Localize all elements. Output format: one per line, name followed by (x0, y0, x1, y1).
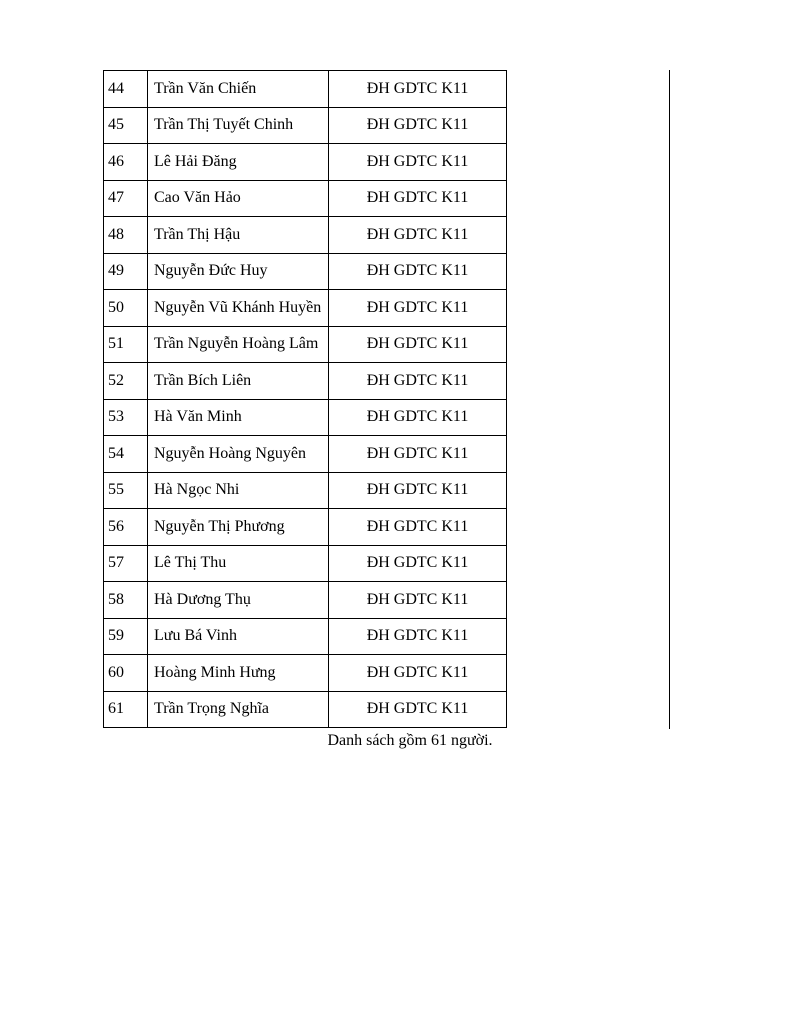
row-number-cell: 61 (104, 691, 148, 728)
class-code-cell: ĐH GDTC K11 (329, 326, 507, 363)
table-row (104, 399, 507, 436)
student-name-cell: Cao Văn Hảo (148, 180, 329, 217)
table-row (104, 71, 507, 108)
row-number-cell: 50 (104, 290, 148, 327)
class-code-cell: ĐH GDTC K11 (329, 472, 507, 509)
class-code-cell: ĐH GDTC K11 (329, 253, 507, 290)
row-number-cell: 57 (104, 545, 148, 582)
row-number-cell: 51 (104, 326, 148, 363)
row-number-cell: 55 (104, 472, 148, 509)
roster-table-container (103, 70, 670, 728)
class-code-cell: ĐH GDTC K11 (329, 545, 507, 582)
student-name-cell: Trần Thị Hậu (148, 217, 329, 254)
student-name-cell: Nguyễn Vũ Khánh Huyền (148, 290, 329, 327)
table-row (104, 363, 507, 400)
student-name-cell: Lưu Bá Vinh (148, 618, 329, 655)
student-name-cell: Trần Nguyễn Hoàng Lâm (148, 326, 329, 363)
table-row (104, 545, 507, 582)
class-code-cell: ĐH GDTC K11 (329, 509, 507, 546)
table-row (104, 472, 507, 509)
class-code-cell: ĐH GDTC K11 (329, 217, 507, 254)
table-row (104, 253, 507, 290)
student-name-cell: Hà Ngọc Nhi (148, 472, 329, 509)
class-code-cell: ĐH GDTC K11 (329, 107, 507, 144)
table-row (104, 509, 507, 546)
table-row (104, 582, 507, 619)
class-code-cell: ĐH GDTC K11 (329, 363, 507, 400)
row-number-cell: 45 (104, 107, 148, 144)
roster-table (103, 70, 507, 728)
row-number-cell: 52 (104, 363, 148, 400)
class-code-cell: ĐH GDTC K11 (329, 71, 507, 108)
class-code-cell: ĐH GDTC K11 (329, 655, 507, 692)
roster-table-body (104, 71, 507, 728)
row-number-cell: 48 (104, 217, 148, 254)
row-number-cell: 44 (104, 71, 148, 108)
row-number-cell: 54 (104, 436, 148, 473)
row-number-cell: 59 (104, 618, 148, 655)
class-code-cell: ĐH GDTC K11 (329, 436, 507, 473)
class-code-cell: ĐH GDTC K11 (329, 691, 507, 728)
student-name-cell: Hà Văn Minh (148, 399, 329, 436)
class-code-cell: ĐH GDTC K11 (329, 618, 507, 655)
row-number-cell: 53 (104, 399, 148, 436)
row-number-cell: 56 (104, 509, 148, 546)
row-number-cell: 58 (104, 582, 148, 619)
class-code-cell: ĐH GDTC K11 (329, 180, 507, 217)
table-row (104, 618, 507, 655)
student-name-cell: Trần Văn Chiến (148, 71, 329, 108)
table-row (104, 326, 507, 363)
class-code-cell: ĐH GDTC K11 (329, 290, 507, 327)
student-name-cell: Nguyễn Thị Phương (148, 509, 329, 546)
student-name-cell: Nguyễn Đức Huy (148, 253, 329, 290)
row-number-cell: 46 (104, 144, 148, 181)
row-number-cell: 47 (104, 180, 148, 217)
class-code-cell: ĐH GDTC K11 (329, 399, 507, 436)
row-number-cell: 60 (104, 655, 148, 692)
class-code-cell: ĐH GDTC K11 (329, 144, 507, 181)
student-name-cell: Trần Trọng Nghĩa (148, 691, 329, 728)
table-row (104, 436, 507, 473)
table-row (104, 217, 507, 254)
student-name-cell: Lê Thị Thu (148, 545, 329, 582)
table-row (104, 655, 507, 692)
table-row (104, 107, 507, 144)
table-row (104, 144, 507, 181)
table-row (104, 691, 507, 728)
student-name-cell: Trần Bích Liên (148, 363, 329, 400)
row-number-cell: 49 (104, 253, 148, 290)
student-name-cell: Hoàng Minh Hưng (148, 655, 329, 692)
table-row (104, 180, 507, 217)
student-name-cell: Nguyễn Hoàng Nguyên (148, 436, 329, 473)
table-row (104, 290, 507, 327)
student-name-cell: Trần Thị Tuyết Chinh (148, 107, 329, 144)
student-name-cell: Lê Hải Đăng (148, 144, 329, 181)
student-name-cell: Hà Dương Thụ (148, 582, 329, 619)
list-total-note: Danh sách gồm 61 người. (327, 732, 493, 749)
class-code-cell: ĐH GDTC K11 (329, 582, 507, 619)
